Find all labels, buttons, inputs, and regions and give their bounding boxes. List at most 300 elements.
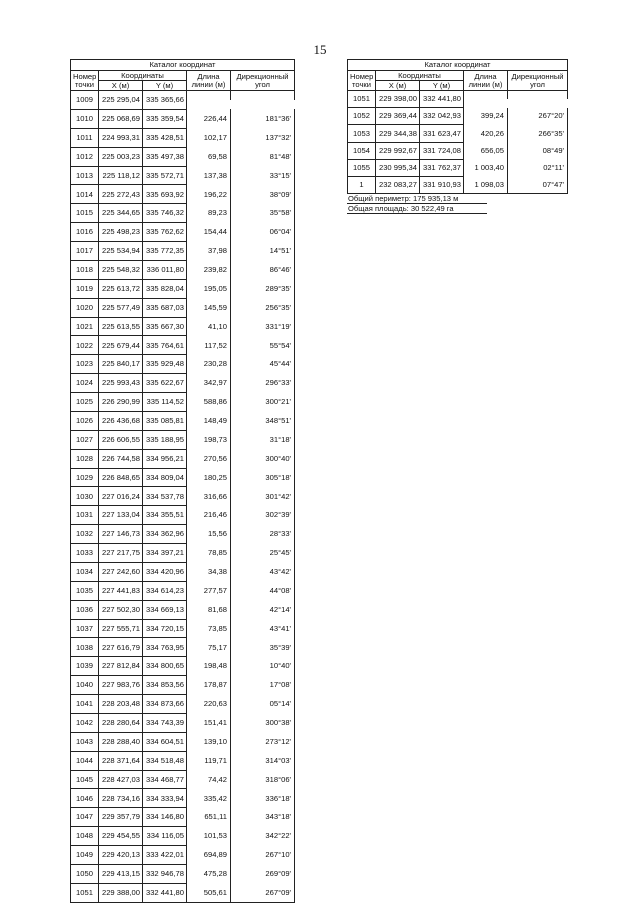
coord-x: 229 398,00 bbox=[376, 91, 420, 108]
point-number: 1024 bbox=[71, 374, 99, 393]
coord-x: 228 280,64 bbox=[99, 713, 143, 732]
point-row bbox=[71, 544, 295, 553]
direction-angle: 38°09' bbox=[231, 185, 295, 204]
coord-y: 334 873,66 bbox=[143, 695, 187, 714]
point-row bbox=[71, 374, 295, 383]
direction-angle: 43°42' bbox=[231, 562, 295, 581]
line-length: 151,41 bbox=[187, 713, 231, 732]
point-row bbox=[71, 393, 295, 402]
point-number: 1048 bbox=[71, 827, 99, 846]
coord-y: 334 809,04 bbox=[143, 468, 187, 487]
coord-y: 334 468,77 bbox=[143, 770, 187, 789]
point-row bbox=[348, 108, 568, 117]
point-number: 1027 bbox=[71, 430, 99, 449]
point-row bbox=[71, 770, 295, 779]
direction-angle: 336°18' bbox=[231, 789, 295, 808]
coord-x: 228 203,48 bbox=[99, 695, 143, 714]
direction-angle: 25°45' bbox=[231, 544, 295, 563]
direction-angle: 269°09' bbox=[231, 864, 295, 883]
line-length: 198,73 bbox=[187, 430, 231, 449]
line-length: 41,10 bbox=[187, 317, 231, 336]
coord-x: 229 388,00 bbox=[99, 883, 143, 902]
coord-x: 225 344,65 bbox=[99, 204, 143, 223]
direction-angle: 305°18' bbox=[231, 468, 295, 487]
coord-x: 226 848,65 bbox=[99, 468, 143, 487]
direction-angle: 43°41' bbox=[231, 619, 295, 638]
direction-angle: 289°35' bbox=[231, 279, 295, 298]
direction-angle: 348°51' bbox=[231, 411, 295, 430]
point-number: 1051 bbox=[71, 883, 99, 902]
line-length: 102,17 bbox=[187, 128, 231, 147]
direction-angle: 267°09' bbox=[231, 883, 295, 902]
line-length: 145,59 bbox=[187, 298, 231, 317]
direction-angle: 06°04' bbox=[231, 223, 295, 242]
line-length: 196,22 bbox=[187, 185, 231, 204]
point-number: 1017 bbox=[71, 242, 99, 261]
line-length: 505,61 bbox=[187, 883, 231, 902]
point-row bbox=[348, 91, 568, 100]
direction-angle-header: Дирекционный угол bbox=[508, 71, 568, 91]
coordinates-header: Координаты bbox=[376, 71, 464, 81]
coordinate-catalog-table-left bbox=[70, 59, 295, 903]
point-number: 1030 bbox=[71, 487, 99, 506]
point-number: 1016 bbox=[71, 223, 99, 242]
point-row bbox=[71, 449, 295, 458]
total-perimeter: Общий периметр: 175 935,13 м bbox=[347, 194, 487, 204]
coord-x: 229 357,79 bbox=[99, 808, 143, 827]
point-number: 1040 bbox=[71, 676, 99, 695]
line-length: 335,42 bbox=[187, 789, 231, 808]
catalog-caption: Каталог координат bbox=[348, 60, 568, 71]
point-row bbox=[71, 430, 295, 439]
direction-angle: 181°36' bbox=[231, 109, 295, 128]
coord-x: 225 679,44 bbox=[99, 336, 143, 355]
line-length-spacer bbox=[464, 91, 508, 100]
point-row bbox=[348, 125, 568, 134]
coord-x: 227 616,79 bbox=[99, 638, 143, 657]
coord-x: 226 436,68 bbox=[99, 411, 143, 430]
coord-y: 334 518,48 bbox=[143, 751, 187, 770]
point-number: 1039 bbox=[71, 657, 99, 676]
coord-y: 331 762,37 bbox=[420, 159, 464, 176]
point-number: 1018 bbox=[71, 260, 99, 279]
line-length: 37,98 bbox=[187, 242, 231, 261]
point-row bbox=[71, 468, 295, 477]
direction-angle: 55°54' bbox=[231, 336, 295, 355]
point-row bbox=[71, 279, 295, 288]
point-row bbox=[348, 176, 568, 185]
line-length: 89,23 bbox=[187, 204, 231, 223]
coord-x: 229 413,15 bbox=[99, 864, 143, 883]
point-number: 1044 bbox=[71, 751, 99, 770]
point-number: 1051 bbox=[348, 91, 376, 108]
coord-y: 335 085,81 bbox=[143, 411, 187, 430]
line-length: 1 098,03 bbox=[464, 176, 508, 193]
point-row bbox=[348, 142, 568, 151]
direction-angle: 301°42' bbox=[231, 487, 295, 506]
direction-angle: 81°48' bbox=[231, 147, 295, 166]
coord-y: 332 441,80 bbox=[420, 91, 464, 108]
coord-y: 332 441,80 bbox=[143, 883, 187, 902]
direction-angle: 45°44' bbox=[231, 355, 295, 374]
point-row bbox=[71, 600, 295, 609]
line-length: 117,52 bbox=[187, 336, 231, 355]
coord-x: 227 812,84 bbox=[99, 657, 143, 676]
coord-y: 334 956,21 bbox=[143, 449, 187, 468]
total-area: Общая площадь: 30 522,49 га bbox=[347, 204, 487, 214]
coord-y: 332 946,78 bbox=[143, 864, 187, 883]
line-length: 270,56 bbox=[187, 449, 231, 468]
coord-x: 229 344,38 bbox=[376, 125, 420, 142]
point-number: 1053 bbox=[348, 125, 376, 142]
point-row bbox=[71, 487, 295, 496]
direction-angle: 42°14' bbox=[231, 600, 295, 619]
coord-y: 335 365,66 bbox=[143, 91, 187, 110]
point-number: 1013 bbox=[71, 166, 99, 185]
point-row bbox=[71, 298, 295, 307]
line-length: 420,26 bbox=[464, 125, 508, 142]
coord-y: 335 497,38 bbox=[143, 147, 187, 166]
point-row bbox=[348, 159, 568, 168]
point-number: 1054 bbox=[348, 142, 376, 159]
direction-angle: 44°08' bbox=[231, 581, 295, 600]
coord-x: 228 288,40 bbox=[99, 732, 143, 751]
coord-y: 335 828,04 bbox=[143, 279, 187, 298]
direction-angle: 07°47' bbox=[508, 176, 568, 193]
point-number: 1022 bbox=[71, 336, 99, 355]
coord-y: 331 623,47 bbox=[420, 125, 464, 142]
line-length: 656,05 bbox=[464, 142, 508, 159]
point-row bbox=[71, 355, 295, 364]
point-number: 1045 bbox=[71, 770, 99, 789]
point-row bbox=[71, 638, 295, 647]
point-row bbox=[71, 525, 295, 534]
coord-x: 225 003,23 bbox=[99, 147, 143, 166]
direction-angle: 300°40' bbox=[231, 449, 295, 468]
coord-y: 334 669,13 bbox=[143, 600, 187, 619]
point-row bbox=[71, 109, 295, 118]
point-number: 1043 bbox=[71, 732, 99, 751]
catalog-summary bbox=[347, 194, 487, 214]
coord-y: 335 746,32 bbox=[143, 204, 187, 223]
direction-angle: 35°39' bbox=[231, 638, 295, 657]
coord-y: 334 355,51 bbox=[143, 506, 187, 525]
coord-x: 227 441,83 bbox=[99, 581, 143, 600]
point-number: 1033 bbox=[71, 544, 99, 563]
line-length: 15,56 bbox=[187, 525, 231, 544]
coord-x: 225 068,69 bbox=[99, 109, 143, 128]
point-row bbox=[71, 883, 295, 892]
point-row bbox=[71, 713, 295, 722]
direction-angle: 343°18' bbox=[231, 808, 295, 827]
coord-y: 333 422,01 bbox=[143, 846, 187, 865]
coord-x: 230 995,34 bbox=[376, 159, 420, 176]
point-row bbox=[71, 562, 295, 571]
point-number: 1026 bbox=[71, 411, 99, 430]
coord-y: 335 687,03 bbox=[143, 298, 187, 317]
coord-x: 228 734,16 bbox=[99, 789, 143, 808]
line-length-header: Длина линии (м) bbox=[187, 71, 231, 91]
point-number: 1020 bbox=[71, 298, 99, 317]
coord-y: 335 428,51 bbox=[143, 128, 187, 147]
coord-y: 335 693,92 bbox=[143, 185, 187, 204]
line-length: 154,44 bbox=[187, 223, 231, 242]
line-length: 1 003,40 bbox=[464, 159, 508, 176]
line-length: 399,24 bbox=[464, 108, 508, 125]
line-length: 137,38 bbox=[187, 166, 231, 185]
direction-angle: 08°49' bbox=[508, 142, 568, 159]
point-number: 1046 bbox=[71, 789, 99, 808]
coord-y: 331 724,08 bbox=[420, 142, 464, 159]
coord-x: 229 454,55 bbox=[99, 827, 143, 846]
point-number-header: Номер точки bbox=[348, 71, 376, 91]
coordinates-header: Координаты bbox=[99, 71, 187, 81]
coord-y: 332 042,93 bbox=[420, 108, 464, 125]
point-number: 1050 bbox=[71, 864, 99, 883]
coord-y: 334 800,65 bbox=[143, 657, 187, 676]
line-length: 226,44 bbox=[187, 109, 231, 128]
coord-y: 335 114,52 bbox=[143, 393, 187, 412]
line-length: 216,46 bbox=[187, 506, 231, 525]
line-length: 198,48 bbox=[187, 657, 231, 676]
line-length: 239,82 bbox=[187, 260, 231, 279]
direction-angle-header: Дирекционный угол bbox=[231, 71, 295, 91]
line-length: 178,87 bbox=[187, 676, 231, 695]
direction-angle: 300°38' bbox=[231, 713, 295, 732]
point-number: 1049 bbox=[71, 846, 99, 865]
catalog-caption: Каталог координат bbox=[71, 60, 295, 71]
coord-x: 225 272,43 bbox=[99, 185, 143, 204]
coord-x: 228 371,64 bbox=[99, 751, 143, 770]
point-number: 1037 bbox=[71, 619, 99, 638]
point-row bbox=[71, 185, 295, 194]
coord-y: 334 146,80 bbox=[143, 808, 187, 827]
line-length: 78,85 bbox=[187, 544, 231, 563]
coord-y: 335 762,62 bbox=[143, 223, 187, 242]
y-header: Y (м) bbox=[143, 81, 187, 91]
coord-y: 336 011,80 bbox=[143, 260, 187, 279]
line-length: 69,58 bbox=[187, 147, 231, 166]
line-length: 588,86 bbox=[187, 393, 231, 412]
coord-y: 334 116,05 bbox=[143, 827, 187, 846]
coord-x: 228 427,03 bbox=[99, 770, 143, 789]
direction-angle: 318°06' bbox=[231, 770, 295, 789]
line-length: 34,38 bbox=[187, 562, 231, 581]
line-length: 73,85 bbox=[187, 619, 231, 638]
line-length: 119,71 bbox=[187, 751, 231, 770]
point-row bbox=[71, 676, 295, 685]
direction-angle-spacer bbox=[508, 91, 568, 100]
coord-y: 334 537,78 bbox=[143, 487, 187, 506]
coord-x: 225 534,94 bbox=[99, 242, 143, 261]
coord-y: 335 188,95 bbox=[143, 430, 187, 449]
point-row bbox=[71, 91, 295, 100]
coord-x: 226 290,99 bbox=[99, 393, 143, 412]
point-row bbox=[71, 827, 295, 836]
point-number: 1009 bbox=[71, 91, 99, 110]
line-length: 220,63 bbox=[187, 695, 231, 714]
point-number: 1038 bbox=[71, 638, 99, 657]
line-length: 101,53 bbox=[187, 827, 231, 846]
page-number: 15 bbox=[313, 42, 327, 57]
direction-angle: 33°15' bbox=[231, 166, 295, 185]
line-length: 74,42 bbox=[187, 770, 231, 789]
direction-angle: 342°22' bbox=[231, 827, 295, 846]
coord-x: 229 369,44 bbox=[376, 108, 420, 125]
direction-angle: 17°08' bbox=[231, 676, 295, 695]
coord-x: 227 133,04 bbox=[99, 506, 143, 525]
coord-y: 335 764,61 bbox=[143, 336, 187, 355]
coord-x: 227 242,60 bbox=[99, 562, 143, 581]
point-row bbox=[71, 147, 295, 156]
direction-angle: 28°33' bbox=[231, 525, 295, 544]
point-number: 1 bbox=[348, 176, 376, 193]
point-number: 1014 bbox=[71, 185, 99, 204]
coord-y: 334 743,39 bbox=[143, 713, 187, 732]
point-number: 1035 bbox=[71, 581, 99, 600]
direction-angle: 331°19' bbox=[231, 317, 295, 336]
coord-y: 335 667,30 bbox=[143, 317, 187, 336]
coord-y: 334 420,96 bbox=[143, 562, 187, 581]
x-header: X (м) bbox=[376, 81, 420, 91]
direction-angle-spacer bbox=[231, 91, 295, 100]
coord-x: 229 420,13 bbox=[99, 846, 143, 865]
point-row bbox=[71, 581, 295, 590]
point-row bbox=[71, 751, 295, 760]
point-number: 1028 bbox=[71, 449, 99, 468]
point-number: 1041 bbox=[71, 695, 99, 714]
coord-x: 229 992,67 bbox=[376, 142, 420, 159]
coord-y: 335 622,67 bbox=[143, 374, 187, 393]
coord-y: 334 397,21 bbox=[143, 544, 187, 563]
point-row bbox=[71, 223, 295, 232]
coord-x: 225 613,55 bbox=[99, 317, 143, 336]
direction-angle: 266°35' bbox=[508, 125, 568, 142]
point-row bbox=[71, 336, 295, 345]
point-row bbox=[71, 166, 295, 175]
point-row bbox=[71, 260, 295, 269]
coord-y: 335 929,48 bbox=[143, 355, 187, 374]
point-number: 1021 bbox=[71, 317, 99, 336]
point-number: 1019 bbox=[71, 279, 99, 298]
line-length: 342,97 bbox=[187, 374, 231, 393]
point-row bbox=[71, 204, 295, 213]
point-number: 1052 bbox=[348, 108, 376, 125]
point-row bbox=[71, 619, 295, 628]
coord-y: 334 853,56 bbox=[143, 676, 187, 695]
coord-x: 225 840,17 bbox=[99, 355, 143, 374]
direction-angle: 267°10' bbox=[231, 846, 295, 865]
line-length: 75,17 bbox=[187, 638, 231, 657]
point-number: 1012 bbox=[71, 147, 99, 166]
coord-y: 334 362,96 bbox=[143, 525, 187, 544]
direction-angle: 10°40' bbox=[231, 657, 295, 676]
direction-angle: 296°33' bbox=[231, 374, 295, 393]
line-length-header: Длина линии (м) bbox=[464, 71, 508, 91]
point-row bbox=[71, 864, 295, 873]
coord-y: 335 359,54 bbox=[143, 109, 187, 128]
line-length: 694,89 bbox=[187, 846, 231, 865]
point-row bbox=[71, 808, 295, 817]
line-length: 81,68 bbox=[187, 600, 231, 619]
line-length: 230,28 bbox=[187, 355, 231, 374]
line-length: 651,11 bbox=[187, 808, 231, 827]
coord-y: 334 720,15 bbox=[143, 619, 187, 638]
point-number: 1010 bbox=[71, 109, 99, 128]
point-number: 1047 bbox=[71, 808, 99, 827]
direction-angle: 14°51' bbox=[231, 242, 295, 261]
coord-y: 334 614,23 bbox=[143, 581, 187, 600]
coord-y: 335 772,35 bbox=[143, 242, 187, 261]
point-row bbox=[71, 789, 295, 798]
line-length: 139,10 bbox=[187, 732, 231, 751]
point-row bbox=[71, 846, 295, 855]
coord-x: 225 295,04 bbox=[99, 91, 143, 110]
coord-x: 225 118,12 bbox=[99, 166, 143, 185]
point-row bbox=[71, 695, 295, 704]
direction-angle: 31°18' bbox=[231, 430, 295, 449]
coord-x: 227 555,71 bbox=[99, 619, 143, 638]
direction-angle: 02°11' bbox=[508, 159, 568, 176]
line-length-spacer bbox=[187, 91, 231, 100]
line-length: 148,49 bbox=[187, 411, 231, 430]
point-number: 1023 bbox=[71, 355, 99, 374]
coord-x: 225 548,32 bbox=[99, 260, 143, 279]
coord-y: 334 333,94 bbox=[143, 789, 187, 808]
direction-angle: 137°32' bbox=[231, 128, 295, 147]
point-number: 1042 bbox=[71, 713, 99, 732]
coord-x: 224 993,31 bbox=[99, 128, 143, 147]
coord-x: 227 983,76 bbox=[99, 676, 143, 695]
coord-y: 334 763,95 bbox=[143, 638, 187, 657]
direction-angle: 86°46' bbox=[231, 260, 295, 279]
line-length: 195,05 bbox=[187, 279, 231, 298]
line-length: 316,66 bbox=[187, 487, 231, 506]
point-number-header: Номер точки bbox=[71, 71, 99, 91]
point-row bbox=[71, 242, 295, 251]
x-header: X (м) bbox=[99, 81, 143, 91]
point-row bbox=[71, 411, 295, 420]
coord-y: 334 604,51 bbox=[143, 732, 187, 751]
direction-angle: 35°58' bbox=[231, 204, 295, 223]
point-row bbox=[71, 732, 295, 741]
coord-x: 225 993,43 bbox=[99, 374, 143, 393]
line-length: 475,28 bbox=[187, 864, 231, 883]
coord-x: 232 083,27 bbox=[376, 176, 420, 193]
point-number: 1034 bbox=[71, 562, 99, 581]
coord-x: 226 606,55 bbox=[99, 430, 143, 449]
coord-x: 227 502,30 bbox=[99, 600, 143, 619]
direction-angle: 314°03' bbox=[231, 751, 295, 770]
line-length: 180,25 bbox=[187, 468, 231, 487]
coord-x: 226 744,58 bbox=[99, 449, 143, 468]
direction-angle: 302°39' bbox=[231, 506, 295, 525]
coord-y: 331 910,93 bbox=[420, 176, 464, 193]
direction-angle: 05°14' bbox=[231, 695, 295, 714]
direction-angle: 273°12' bbox=[231, 732, 295, 751]
point-number: 1055 bbox=[348, 159, 376, 176]
coord-x: 225 498,23 bbox=[99, 223, 143, 242]
coord-x: 225 613,72 bbox=[99, 279, 143, 298]
direction-angle: 256°35' bbox=[231, 298, 295, 317]
coord-x: 227 217,75 bbox=[99, 544, 143, 563]
point-number: 1015 bbox=[71, 204, 99, 223]
line-length: 277,57 bbox=[187, 581, 231, 600]
point-number: 1025 bbox=[71, 393, 99, 412]
point-row bbox=[71, 128, 295, 137]
point-number: 1011 bbox=[71, 128, 99, 147]
point-number: 1029 bbox=[71, 468, 99, 487]
